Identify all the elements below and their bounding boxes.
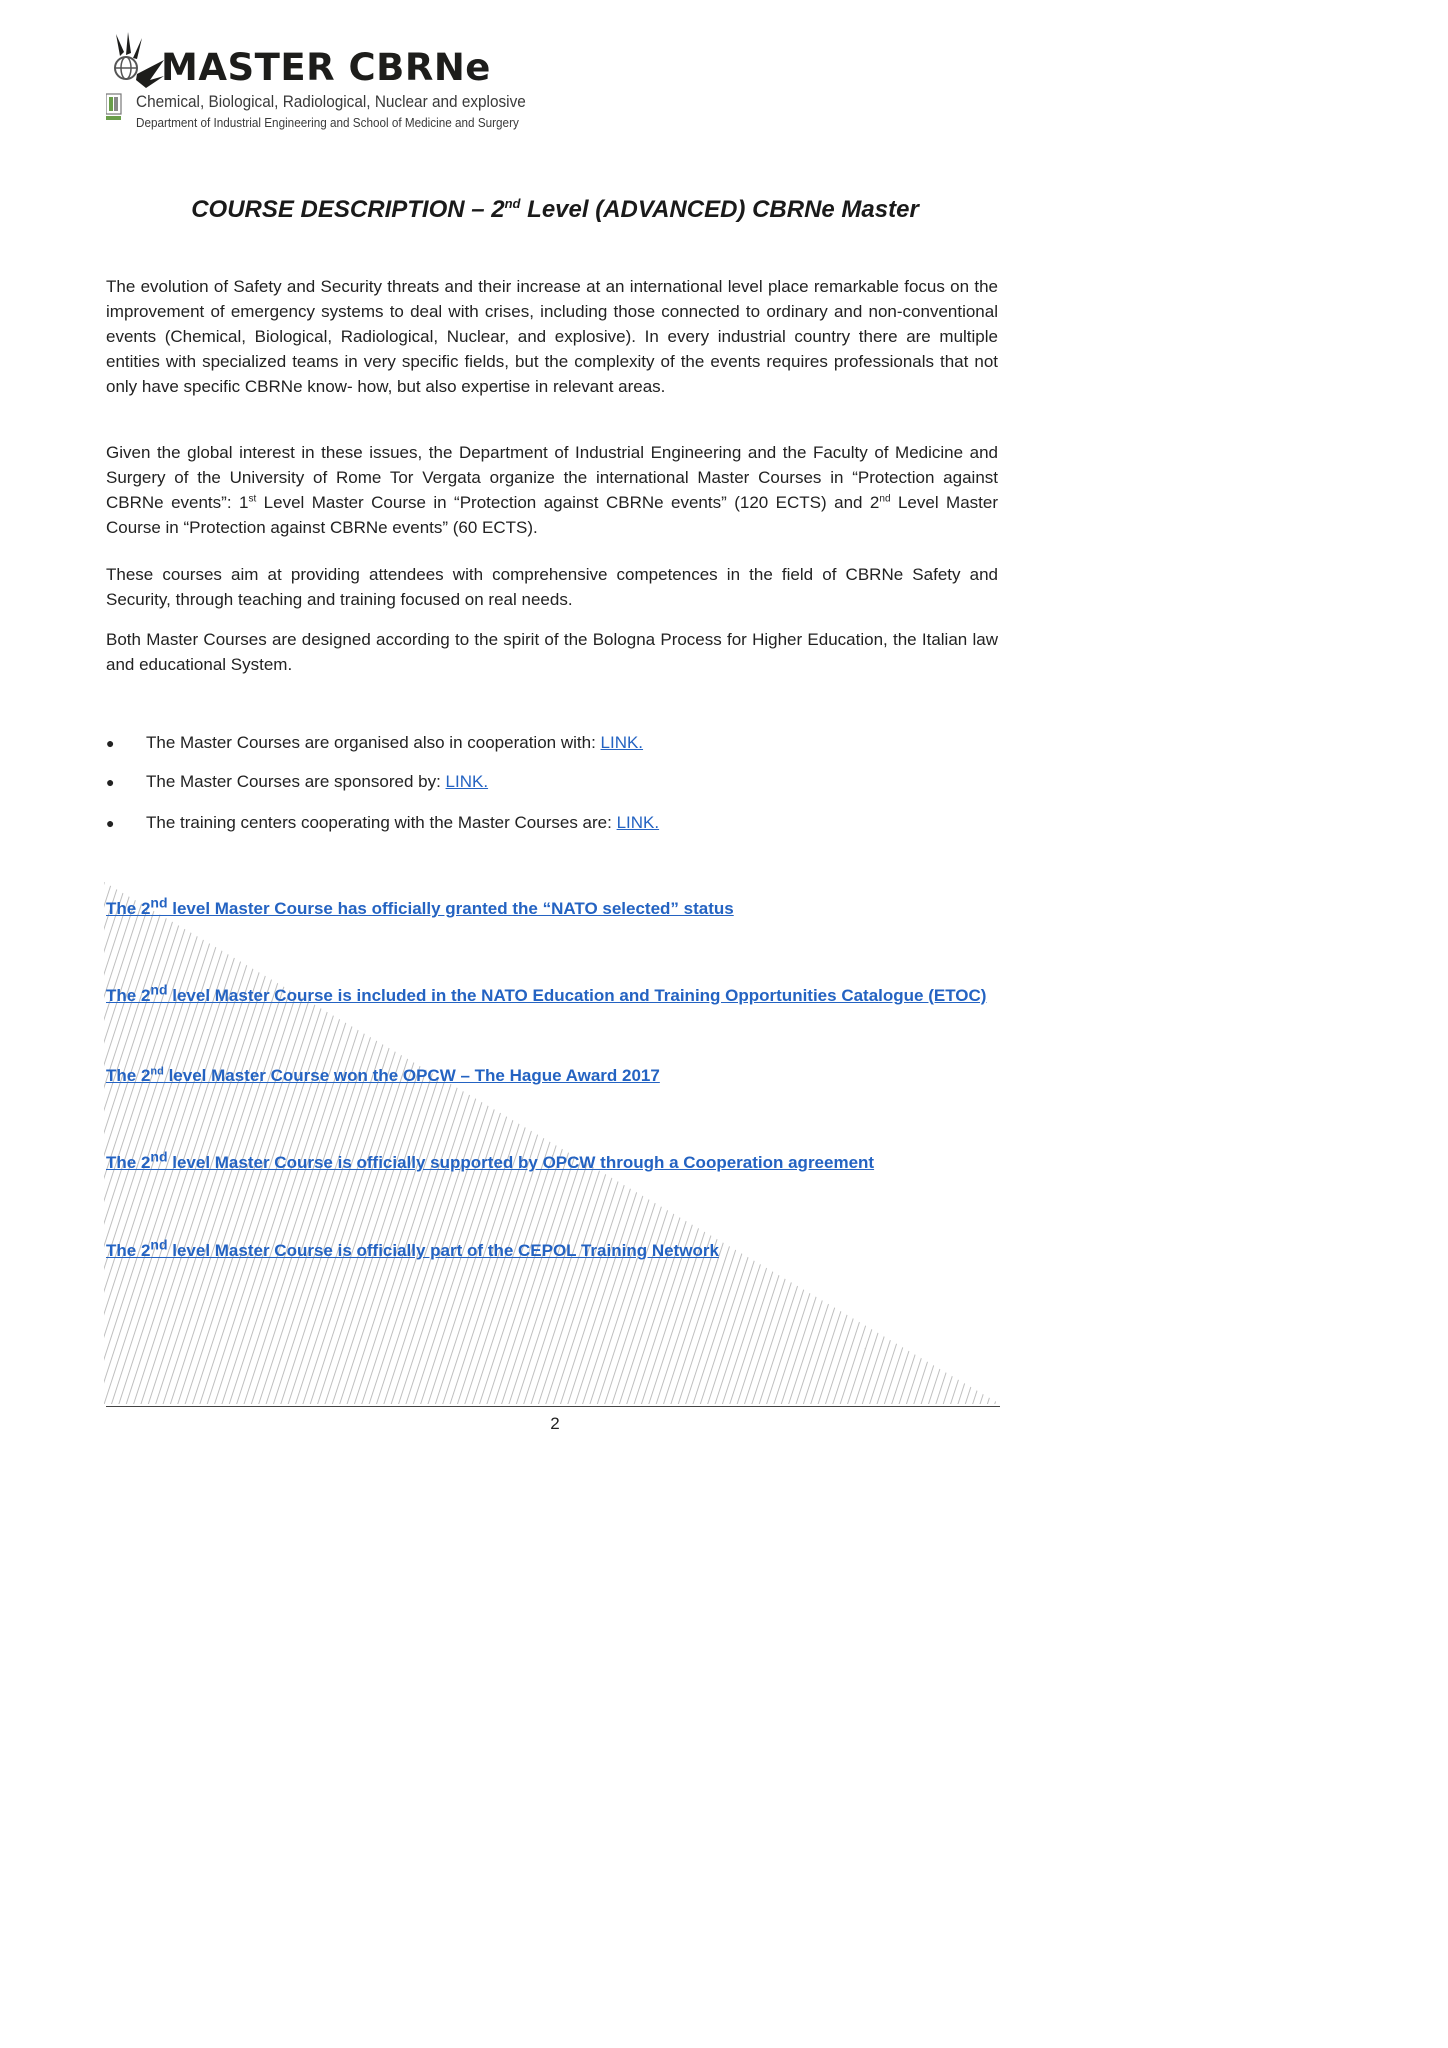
master-cbrne-logo xyxy=(106,30,526,134)
link-post: level Master Course is officially supported by OPCW through a Cooperation agreement xyxy=(167,1153,875,1172)
bullet-text: The Master Courses are sponsored by: xyxy=(146,772,446,791)
link-sup: nd xyxy=(150,981,168,998)
link-pre: The 2 xyxy=(106,1241,151,1260)
sup-st: st xyxy=(248,493,257,505)
link-sup: nd xyxy=(150,1236,168,1253)
link-sup: nd xyxy=(150,894,168,911)
sponsors-link[interactable]: LINK. xyxy=(445,772,489,791)
nato-etoc-link[interactable] xyxy=(106,981,987,1006)
bullet-text: The training centers cooperating with the Master Courses are: xyxy=(146,813,617,832)
bullet-dot-icon: ● xyxy=(106,735,115,751)
link-post: level Master Course is officially part of the CEPOL Training Network xyxy=(167,1241,719,1260)
bullet-training-centers xyxy=(106,813,659,833)
sup-nd: nd xyxy=(879,493,891,505)
link-sup: nd xyxy=(150,1065,164,1078)
link-post: level Master Course won the OPCW – The Hague Award 2017 xyxy=(163,1066,660,1085)
logo-department: Department of Industrial Engineering and School of Medicine and Surgery xyxy=(136,116,519,130)
link-pre: The 2 xyxy=(106,986,151,1005)
paragraph-courses-c: Level Master Course in “Protection against CBRNe events” (60 ECTS). xyxy=(106,493,998,537)
paragraph-courses-a: Given the global interest in these issues, the Department of Industrial Engineering and the Faculty of Medicine and Surgery of the University of Rome Tor Vergata organize the international Master Courses in “Protection against CBRNe events”: 1 xyxy=(106,443,998,512)
bullet-sponsors xyxy=(106,772,488,792)
link-post: level Master Course is included in the NATO Education and Training Opportunities Catalogue (ETOC) xyxy=(167,986,987,1005)
paragraph-courses xyxy=(106,440,998,540)
nato-selected-link[interactable] xyxy=(106,894,734,919)
bullet-text: The Master Courses are organised also in cooperation with: xyxy=(146,733,601,752)
opcw-award-link[interactable] xyxy=(106,1066,660,1086)
bullet-cooperation xyxy=(106,733,643,753)
training-centers-link[interactable]: LINK. xyxy=(616,813,660,832)
logo-title: MASTER CBRNe xyxy=(161,46,491,89)
paragraph-intro: The evolution of Safety and Security threats and their increase at an international level place remarkable focus on the improvement of emergency systems to deal with crises, including those connected to ordinary and non-conventional events (Chemical, Biological, Radiological, Nuclear, and explosive). In every industrial country there are multiple entities with specialized teams in very specific fields, but the complexity of the events requires professionals that not only have specific CBRNe know- how, but also expertise in relevant areas. xyxy=(106,277,998,396)
bullet-dot-icon: ● xyxy=(106,774,115,790)
page-title xyxy=(0,196,1110,224)
cooperation-link[interactable]: LINK. xyxy=(600,733,644,752)
paragraph-aims: These courses aim at providing attendees with comprehensive competences in the field of CBRNe Safety and Security, through teaching and training focused on real needs. xyxy=(106,565,998,609)
opcw-cooperation-link[interactable] xyxy=(106,1148,875,1173)
divider-line xyxy=(106,1406,1000,1407)
link-pre: The 2 xyxy=(106,1066,151,1085)
title-prefix: COURSE DESCRIPTION – 2 xyxy=(191,196,505,223)
paragraph-courses-b: Level Master Course in “Protection against CBRNe events” (120 ECTS) and 2 xyxy=(256,493,880,512)
link-post: level Master Course has officially granted the “NATO selected” status xyxy=(167,899,734,918)
striped-background-decoration xyxy=(104,882,1004,1406)
cepol-network-link[interactable] xyxy=(106,1236,719,1261)
title-suffix: Level (ADVANCED) CBRNe Master xyxy=(520,196,919,223)
link-pre: The 2 xyxy=(106,899,151,918)
page-number: 2 xyxy=(550,1414,560,1433)
title-sup: nd xyxy=(504,196,521,211)
logo-subtitle: Chemical, Biological, Radiological, Nuclear and explosive xyxy=(136,93,526,111)
link-sup: nd xyxy=(150,1148,168,1165)
bullet-dot-icon: ● xyxy=(106,815,115,831)
paragraph-bologna: Both Master Courses are designed according to the spirit of the Bologna Process for Higher Education, the Italian law and educational System. xyxy=(106,630,998,674)
link-pre: The 2 xyxy=(106,1153,151,1172)
